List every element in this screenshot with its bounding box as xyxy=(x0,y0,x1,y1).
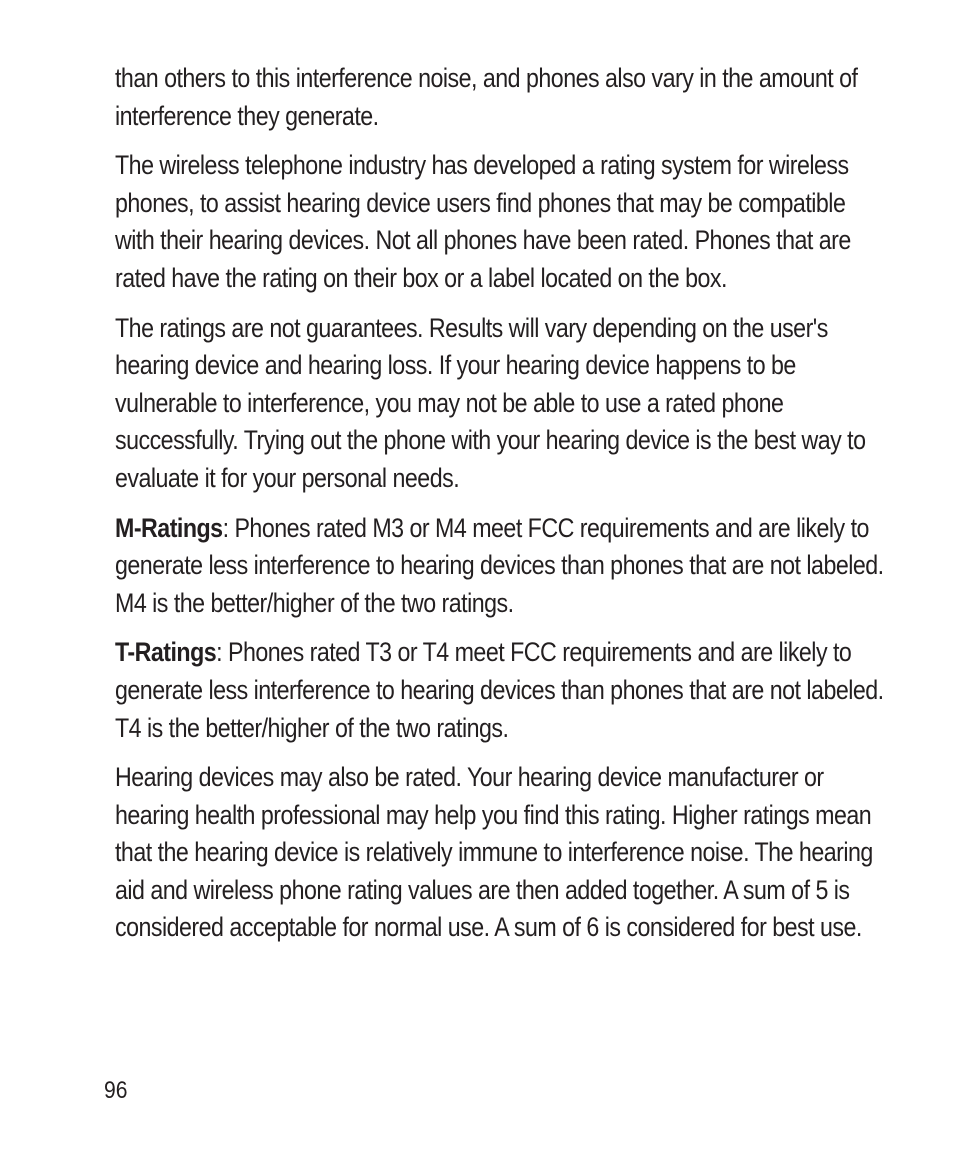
paragraph-hearing-devices-rated: Hearing devices may also be rated. Your hearing device manufacturer or hearing health professional may help you find this rating. Higher ratings mean that the hearing device is relatively immune to interference noise. The hearing aid and wireless phone rating values are then added together. A sum of 5 is considered acceptable for normal use. A sum of 6 is considered for best use. xyxy=(115,762,873,943)
paragraph-rating-system: The wireless telephone industry has developed a rating system for wireless phones, to assist hearing device users find phones that may be compatible with their hearing devices. Not all phones have been rated. Phones that are rated have the rating on their box or a label located on the box. xyxy=(115,150,851,293)
paragraph-ratings-not-guarantees: The ratings are not guarantees. Results will vary depending on the user's hearing device and hearing loss. If your hearing device happens to be vulnerable to interference, you may not be able to use a rated phone successfully. Trying out the phone with your hearing device is the best way to evaluate it for your personal needs. xyxy=(115,312,866,493)
page-body xyxy=(115,60,885,959)
paragraph-m-ratings xyxy=(115,510,885,623)
m-ratings-text: : Phones rated M3 or M4 meet FCC requirements and are likely to generate less interference to hearing devices than phones that are not labeled. M4 is the better/higher of the two ratings. xyxy=(115,512,884,618)
paragraph-t-ratings xyxy=(115,634,885,747)
paragraph-interference-noise: than others to this interference noise, and phones also vary in the amount of interference they generate. xyxy=(115,63,858,131)
m-ratings-term: M-Ratings xyxy=(115,512,223,543)
t-ratings-term: T-Ratings xyxy=(115,637,217,668)
page-number: 96 xyxy=(104,1077,128,1104)
t-ratings-text: : Phones rated T3 or T4 meet FCC requirements and are likely to generate less interference to hearing devices than phones that are not labeled. T4 is the better/higher of the two ratings. xyxy=(115,637,884,743)
